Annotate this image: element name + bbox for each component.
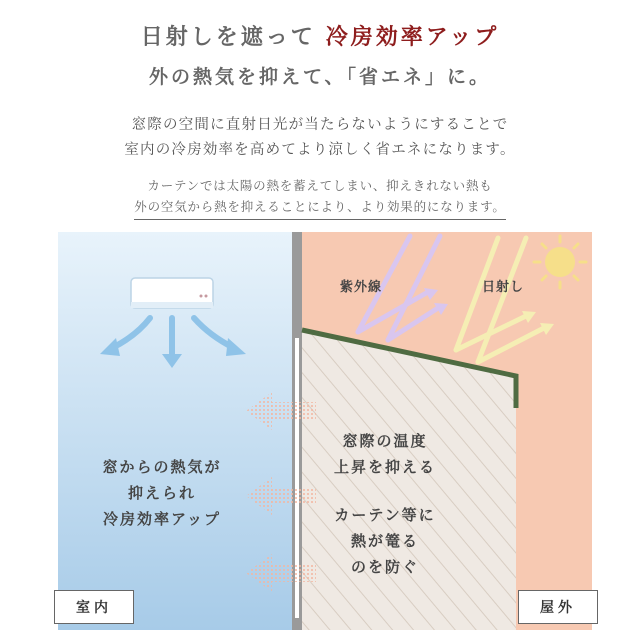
indoor-effect-line-2: 抑えられ bbox=[127, 484, 196, 502]
note-line-1: カーテンでは太陽の熱を蓄えてしまい、抑えきれない熱も bbox=[147, 178, 493, 193]
shade-area bbox=[302, 330, 516, 630]
window-effect-line-1: 窓際の温度 bbox=[342, 432, 428, 450]
indoor-effect-line-3: 冷房効率アップ bbox=[103, 510, 221, 528]
curtain-effect-line-2: 熱が篭る bbox=[350, 532, 419, 550]
note-text bbox=[0, 175, 640, 220]
headline bbox=[0, 20, 640, 51]
headline-lead: 日射しを遮って bbox=[140, 25, 316, 50]
outdoor-label: 屋外 bbox=[518, 590, 598, 624]
indoor-effect-line-1: 窓からの熱気が bbox=[102, 458, 222, 476]
intro-line-2: 室内の冷房効率を高めてより涼しく省エネになります。 bbox=[124, 142, 516, 158]
intro-text bbox=[0, 113, 640, 163]
curtain-effect-text bbox=[320, 502, 450, 580]
uv-label: 紫外線 bbox=[340, 280, 383, 295]
intro-line-1: 窓際の空間に直射日光が当たらないようにすることで bbox=[131, 117, 509, 133]
air-conditioner-icon bbox=[131, 278, 213, 308]
indoor-label: 室内 bbox=[54, 590, 134, 624]
indoor-effect-text bbox=[80, 454, 244, 532]
curtain-effect-line-3: のを防ぐ bbox=[350, 558, 419, 576]
curtain-effect-line-1: カーテン等に bbox=[334, 506, 436, 524]
note-line-2: 外の空気から熱を抑えることにより、より効果的になります。 bbox=[134, 196, 505, 220]
subheadline: 外の熱気を抑えて、「省エネ」に。 bbox=[148, 66, 492, 88]
window-diagram bbox=[58, 232, 592, 630]
window-effect-text bbox=[320, 428, 450, 480]
window-effect-line-2: 上昇を抑える bbox=[333, 458, 436, 476]
sunlight-label: 日射し bbox=[482, 280, 525, 295]
headline-accent: 冷房効率アップ bbox=[325, 25, 500, 50]
